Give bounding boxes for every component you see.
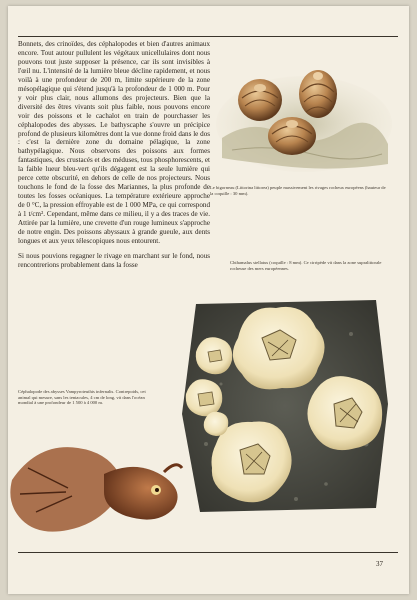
caption-periwinkle: Le bigorneau (Littorina littorea) peuple massivement les rivages rocheux européens (hauteur de la coquille : 30 mm).	[210, 185, 386, 196]
caption-barnacles: Chthamalus stellatus (coquille : 8 mm). Ce cirripède vit dans la zone supralittorale rocheuse des mers européennes.	[230, 260, 382, 271]
barnacle-small-left-mid	[186, 379, 222, 416]
barnacle-large-top	[233, 307, 325, 390]
barnacle-large-right	[307, 376, 382, 450]
body-paragraph-2: Si nous pouvions regagner le rivage en marchant sur le fond, nous rencontrerions probablement dans la fosse	[18, 251, 210, 269]
vampire-squid-illustration	[8, 438, 188, 542]
book-page	[8, 6, 409, 594]
top-rule	[18, 36, 398, 37]
snail-shell-right	[299, 70, 337, 118]
bottom-rule	[18, 552, 398, 553]
barnacles-illustration	[176, 294, 390, 516]
snail-shell-left	[238, 79, 282, 121]
body-paragraph-1: Bonnets, des crinoïdes, des céphalopodes et bien d'autres animaux encore. Tout autour pullulent les végétaux unicellulaires dont nous pouvons tout juste supposer la présence, car ils sont invisibles à l'œil nu. L'intensité de la lumière bleue décline rapidement, et nous voilà à une profondeur de 200 m, limite supérieure de la zone mésopélagique qui s'étend jusqu'à la profondeur de 1 000 m. Pour y voir plus clair, nous allumons des projecteurs. Bien que la diversité des êtres vivants soit plus faible, nous pouvons encore voir des poissons et le cachalot en train de pourchasser les céphalopodes des abysses. Le bathyscaphe s'ouvre un précipice profond de plusieurs kilomètres dont la vue donne froid dans le dos : c'est la dernière zone du domaine pélagique, la zone bathypélagique. Nous observons des poissons aux formes fantastiques, des crustacés et des méduses, tous phosphorescents, et la faible lueur bleu-vert qu'ils dégagent est la seule lumière qui perce cette obscurité, en dehors de celle de nos projecteurs. Nous touchons le fond de la fosse des Mariannes, la plus profonde de toutes les fosses océaniques. La température extérieure approche de 0 °C, la pression effroyable est de 1 000 MPa, ce qui correspond à 1 t/cm². Cependant, même dans ce milieu, il y a des traces de vie. Attirée par la lumière, une crevette d'un rouge lumineux s'approche de notre engin. Des poissons abyssaux à grande gueule, aux dents longues et aux yeux télescopiques nous entourent.	[18, 40, 210, 245]
body-text-column	[18, 40, 210, 276]
snail-shell-bottom	[268, 117, 316, 155]
caption-vampire-squid: Céphalopode des abysses Vampyroteuthis infernalis. Contrepoids, cet animal qui mesure, sans les tentacules, 4 cm de long, vit dans l'océan mondial à une profondeur de 1 500 à 4 000 m.	[18, 389, 146, 406]
page-number: 37	[376, 560, 383, 568]
barnacle-small-left-top	[196, 337, 232, 374]
periwinkle-snails-illustration	[212, 54, 392, 176]
